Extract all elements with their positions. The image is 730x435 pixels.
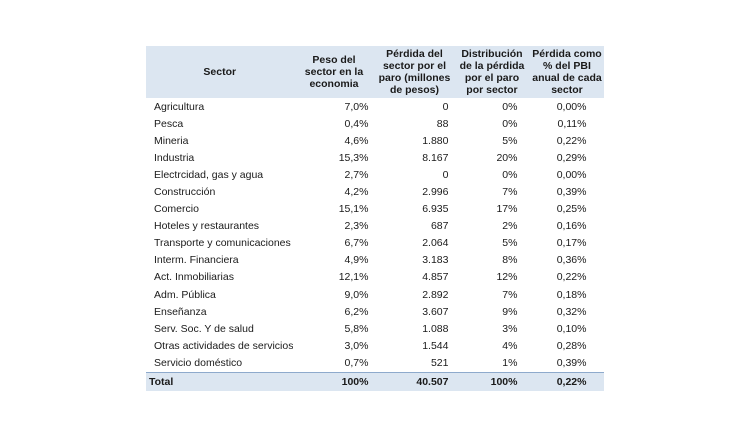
sector-distribution: 0% [502, 168, 518, 181]
sector-name: Adm. Pública [154, 288, 216, 301]
header-sector: Sector [146, 46, 293, 98]
header-loss: Pérdida del sector por el paro (millones de pesos) [374, 46, 454, 98]
sector-distribution: 20% [496, 151, 518, 164]
sector-weight: 15,3% [338, 151, 369, 164]
sector-loss-pct-gdp: 0,28% [556, 339, 587, 352]
sector-weight: 2,7% [344, 168, 369, 181]
sector-loss: 88 [436, 117, 449, 130]
sector-loss-pct-gdp: 0,29% [556, 151, 587, 164]
total-row [146, 372, 604, 391]
sector-weight: 7,0% [344, 100, 369, 113]
table-row [146, 252, 604, 269]
sector-weight: 4,6% [344, 134, 369, 147]
table-row [146, 235, 604, 252]
sector-loss-pct-gdp: 0,39% [556, 356, 587, 369]
sector-weight: 12,1% [338, 271, 369, 284]
table-row [146, 354, 604, 372]
sector-name: Pesca [154, 117, 184, 130]
sector-loss: 1.880 [422, 134, 449, 147]
sector-name: Servicio doméstico [154, 356, 243, 369]
sector-loss: 687 [430, 220, 449, 233]
sector-loss-pct-gdp: 0,22% [556, 134, 587, 147]
sector-loss: 3.183 [422, 254, 449, 267]
sector-distribution: 5% [502, 134, 518, 147]
sector-weight: 15,1% [338, 203, 369, 216]
sector-distribution: 0% [502, 117, 518, 130]
table-header-row [146, 46, 604, 98]
table-row [146, 132, 604, 149]
sector-distribution: 7% [502, 288, 518, 301]
sector-weight: 0,7% [344, 356, 369, 369]
total-distribution: 100% [454, 372, 529, 391]
total-weight: 100% [293, 372, 374, 391]
table-row [146, 269, 604, 286]
sector-loss-pct-gdp: 0,00% [556, 100, 587, 113]
sector-distribution: 9% [502, 305, 518, 318]
sector-loss-pct-gdp: 0,39% [556, 186, 587, 199]
sector-name: Industria [154, 151, 195, 164]
sector-weight: 9,0% [344, 288, 369, 301]
sector-loss-pct-gdp: 0,32% [556, 305, 587, 318]
sector-distribution: 4% [502, 339, 518, 352]
sector-distribution: 8% [502, 254, 518, 267]
table-row [146, 286, 604, 303]
table-row [146, 303, 604, 320]
sector-name: Interm. Financiera [154, 254, 239, 267]
sector-loss: 2.996 [422, 186, 449, 199]
sector-name: Comercio [154, 203, 199, 216]
sector-name: Electrcidad, gas y agua [154, 168, 264, 181]
sector-loss: 6.935 [422, 203, 449, 216]
table-row [146, 320, 604, 337]
sector-loss: 4.857 [422, 271, 449, 284]
sector-name: Otras actividades de servicios [154, 339, 294, 352]
sector-loss: 1.544 [422, 339, 449, 352]
sector-name: Construcción [154, 186, 216, 199]
table-row [146, 183, 604, 200]
total-label: Total [146, 372, 293, 391]
sector-loss-pct-gdp: 0,10% [556, 322, 587, 335]
table-row [146, 166, 604, 183]
sector-loss: 0 [442, 168, 449, 181]
sector-name: Enseñanza [154, 305, 207, 318]
sector-loss-pct-gdp: 0,17% [556, 237, 587, 250]
total-loss: 40.507 [374, 372, 454, 391]
sector-weight: 6,2% [344, 305, 369, 318]
sector-loss: 521 [430, 356, 449, 369]
table-row [146, 201, 604, 218]
sector-loss-pct-gdp: 0,16% [556, 220, 587, 233]
sector-weight: 4,2% [344, 186, 369, 199]
sector-distribution: 7% [502, 186, 518, 199]
sector-loss-pct-gdp: 0,18% [556, 288, 587, 301]
sector-distribution: 5% [502, 237, 518, 250]
sector-loss-pct-gdp: 0,00% [556, 168, 587, 181]
header-distribution: Distribución de la pérdida por el paro por sector [454, 46, 529, 98]
sector-name: Mineria [154, 134, 189, 147]
sector-weight: 2,3% [344, 220, 369, 233]
sector-weight: 6,7% [344, 237, 369, 250]
sector-loss: 2.064 [422, 237, 449, 250]
table-row [146, 218, 604, 235]
sector-distribution: 1% [502, 356, 518, 369]
table-row [146, 115, 604, 132]
sector-loss-pct-gdp: 0,36% [556, 254, 587, 267]
sector-loss-pct-gdp: 0,25% [556, 203, 587, 216]
sector-distribution: 0% [502, 100, 518, 113]
sector-name: Act. Inmobiliarias [154, 271, 234, 284]
header-loss-pct-gdp: Pérdida como % del PBI anual de cada sector [529, 46, 604, 98]
sector-loss: 8.167 [422, 151, 449, 164]
sector-loss: 3.607 [422, 305, 449, 318]
sector-loss-pct-gdp: 0,22% [556, 271, 587, 284]
sector-name: Hoteles y restaurantes [154, 220, 260, 233]
sector-loss: 0 [442, 100, 449, 113]
sector-distribution: 3% [502, 322, 518, 335]
sector-weight: 3,0% [344, 339, 369, 352]
sector-distribution: 17% [496, 203, 518, 216]
sector-loss-table [146, 46, 604, 391]
sector-loss-pct-gdp: 0,11% [557, 117, 587, 130]
sector-name: Transporte y comunicaciones [154, 237, 291, 250]
sector-name: Serv. Soc. Y de salud [154, 322, 254, 335]
sector-distribution: 2% [502, 220, 518, 233]
total-loss-pct-gdp: 0,22% [529, 372, 604, 391]
sector-distribution: 12% [496, 271, 518, 284]
table-row [146, 149, 604, 166]
sector-name: Agricultura [154, 100, 205, 113]
sector-weight: 4,9% [344, 254, 369, 267]
sector-loss: 1.088 [422, 322, 449, 335]
header-weight: Peso del sector en la economia [293, 46, 374, 98]
sector-loss: 2.892 [422, 288, 449, 301]
table-row [146, 98, 604, 115]
sector-weight: 0,4% [344, 117, 369, 130]
table-row [146, 337, 604, 354]
sector-weight: 5,8% [344, 322, 369, 335]
